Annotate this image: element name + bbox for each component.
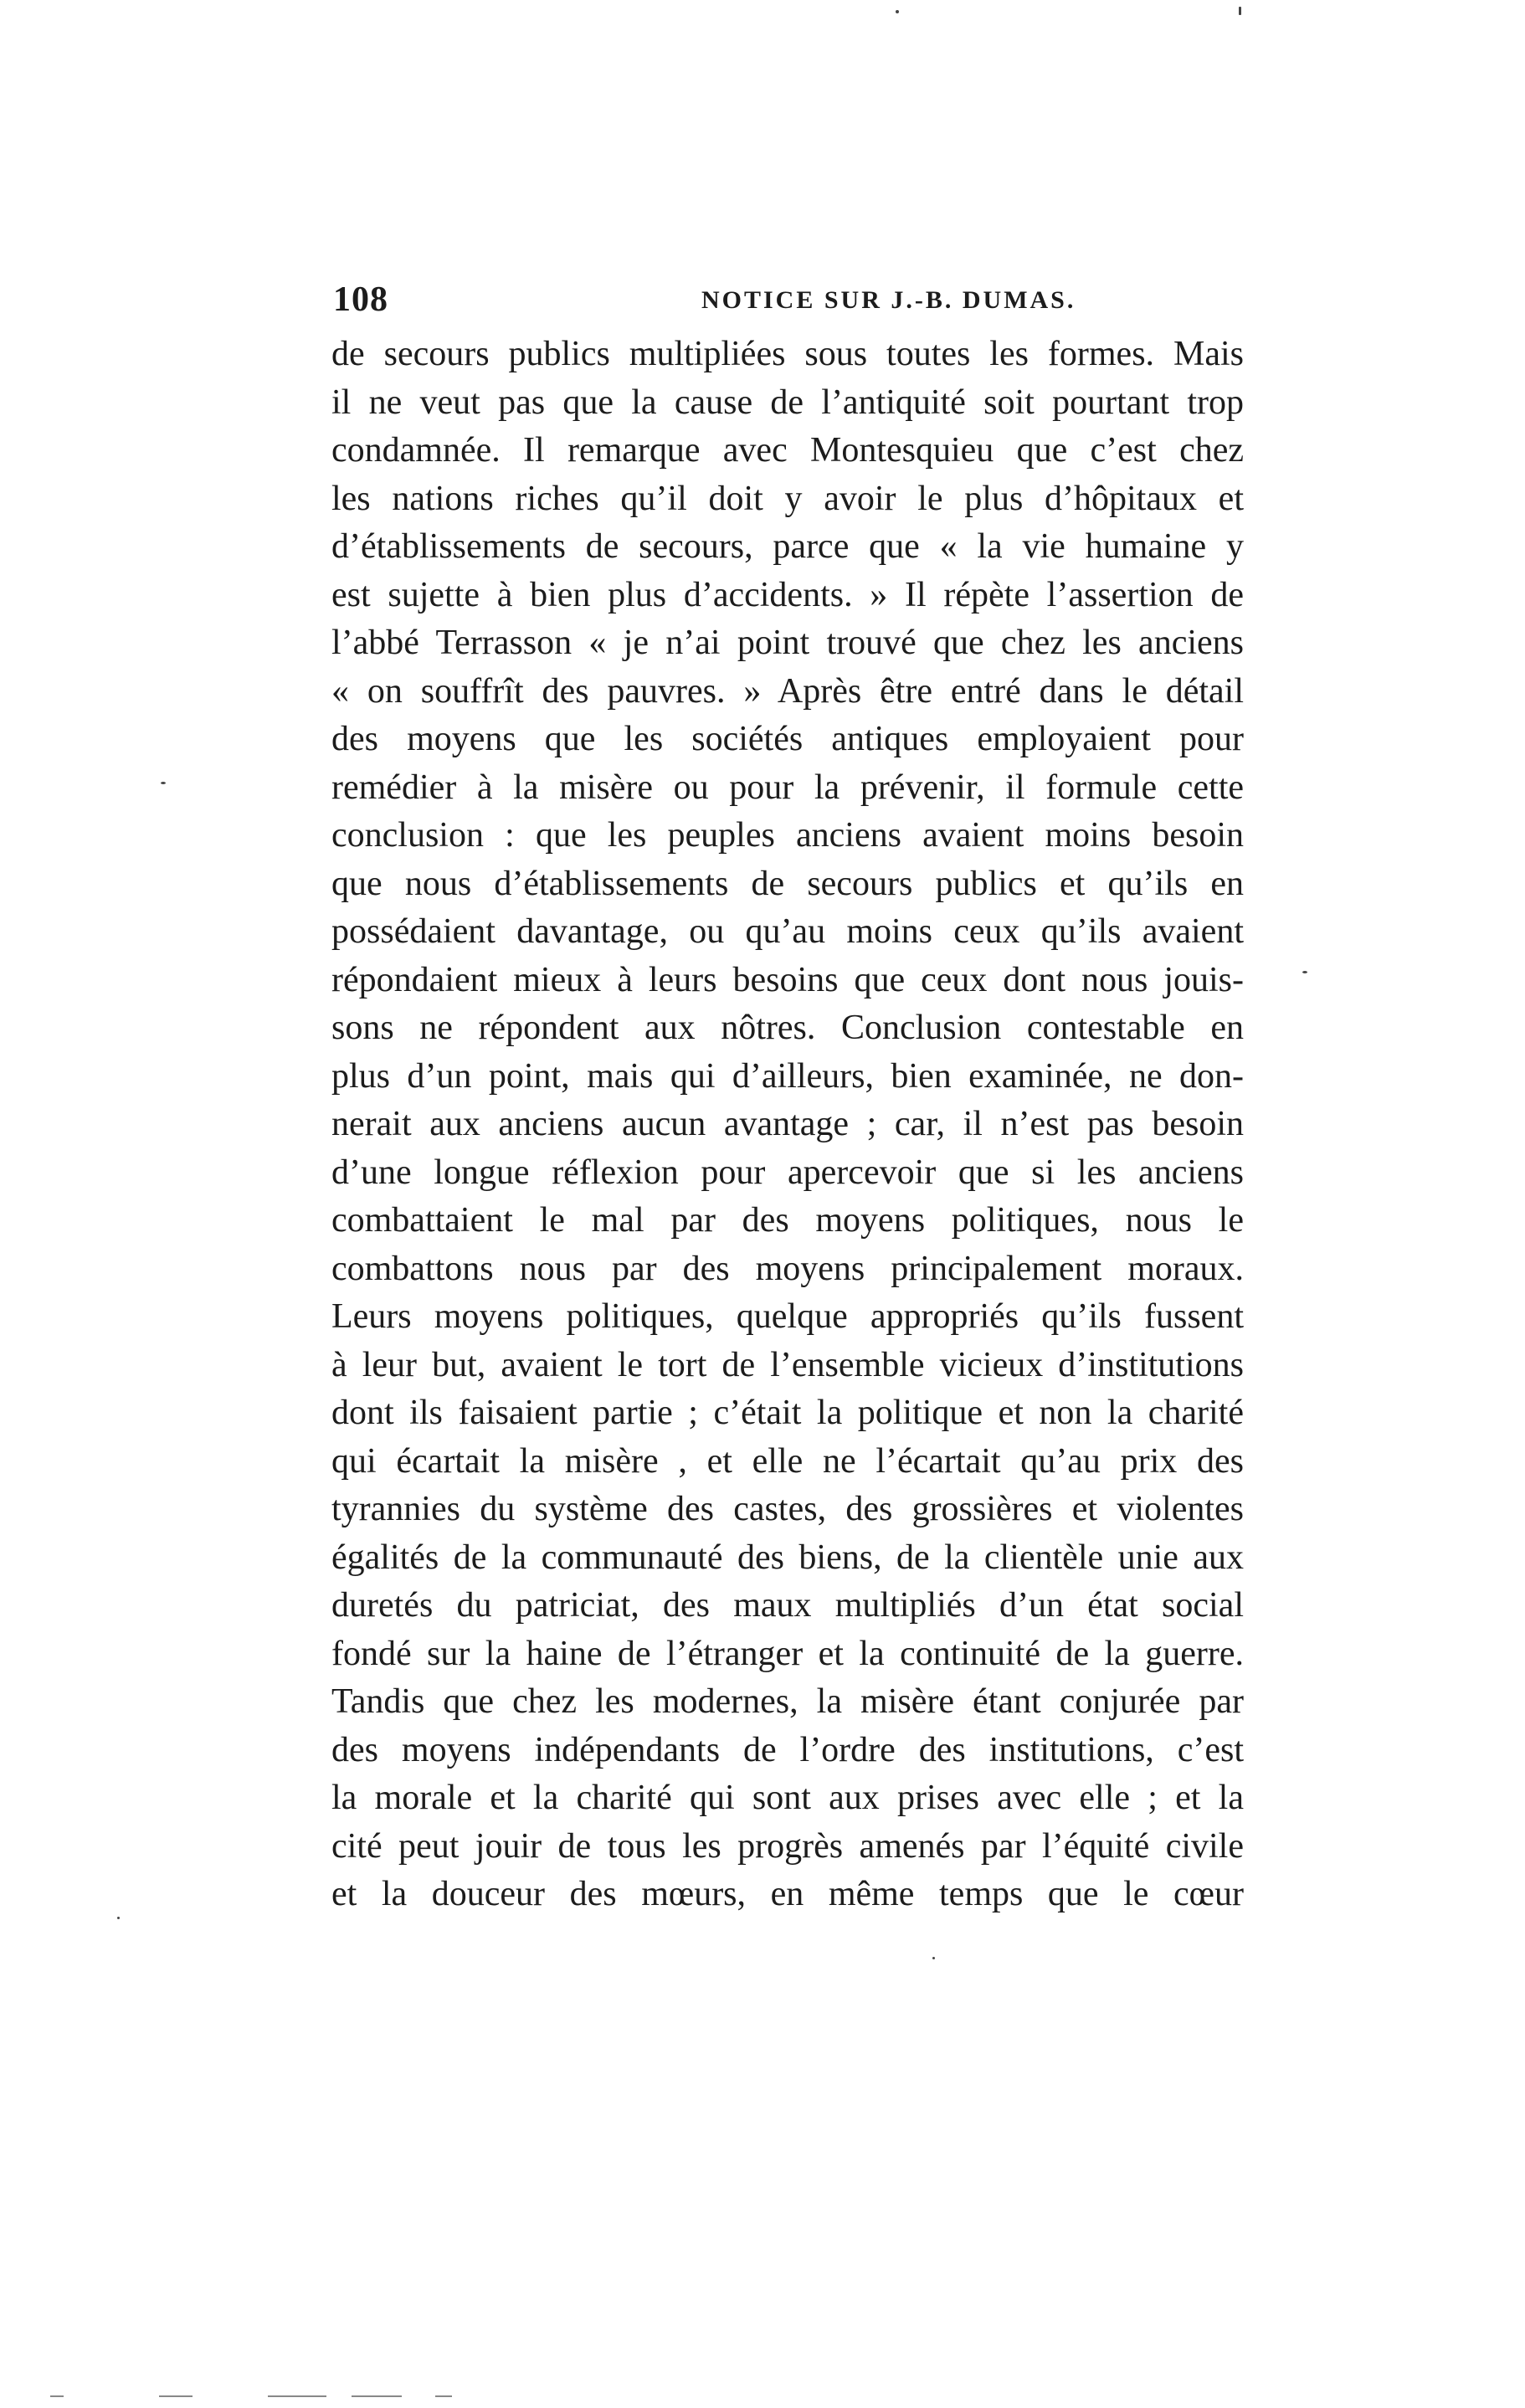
text-line: condamnée. Il remarque avec Montesquieu que c’est chez (331, 431, 1244, 470)
text-line: de secours publics multipliées sous toutes les formes. Mais (331, 335, 1244, 373)
scan-speck (896, 10, 899, 13)
text-line: égalités de la communauté des biens, de la clientèle unie aux (331, 1538, 1244, 1577)
text-line: duretés du patriciat, des maux multipliés d’un état social (331, 1586, 1244, 1625)
text-line: répondaient mieux à leurs besoins que ceux dont nous jouis- (331, 960, 1244, 999)
text-line: possédaient davantage, ou qu’au moins ceux qu’ils avaient (331, 912, 1244, 951)
text-line: tyrannies du système des castes, des grossières et violentes (331, 1490, 1244, 1528)
scan-edge-mark (50, 2395, 64, 2397)
text-line: sons ne répondent aux nôtres. Conclusion contestable en (331, 1009, 1244, 1047)
text-line: conclusion : que les peuples anciens avaient moins besoin (331, 816, 1244, 855)
text-line: que nous d’établissements de secours publics et qu’ils en (331, 864, 1244, 903)
running-title: NOTICE SUR J.-B. DUMAS. (701, 286, 1076, 314)
scan-edge-mark (159, 2395, 193, 2397)
scan-speck (161, 782, 166, 784)
scan-speck (932, 1957, 935, 1959)
text-line: est sujette à bien plus d’accidents. » Il répète l’assertion de (331, 575, 1244, 614)
text-line: combattaient le mal par des moyens politiques, nous le (331, 1201, 1244, 1240)
page-header (333, 276, 1239, 323)
body-text (331, 331, 1244, 1919)
text-line: il ne veut pas que la cause de l’antiquité soit pourtant trop (331, 383, 1244, 422)
scan-edge-mark (435, 2395, 452, 2397)
text-line: d’une longue réflexion pour apercevoir que si les anciens (331, 1153, 1244, 1192)
text-line: des moyens que les sociétés antiques employaient pour (331, 720, 1244, 758)
text-line: nerait aux anciens aucun avantage ; car, il n’est pas besoin (331, 1105, 1244, 1143)
text-line: combattons nous par des moyens principalement moraux. (331, 1249, 1244, 1288)
text-line: Tandis que chez les modernes, la misère étant conjurée par (331, 1682, 1244, 1721)
scan-edge-mark (268, 2395, 326, 2397)
text-line: Leurs moyens politiques, quelque appropriés qu’ils fussent (331, 1297, 1244, 1336)
text-line: qui écartait la misère , et elle ne l’écartait qu’au prix des (331, 1441, 1244, 1481)
text-line: remédier à la misère ou pour la prévenir, il formule cette (331, 768, 1244, 807)
scan-speck (1302, 971, 1307, 973)
scan-speck (1239, 7, 1241, 15)
text-line: à leur but, avaient le tort de l’ensemble vicieux d’institutions (331, 1345, 1244, 1384)
text-line: d’établissements de secours, parce que « la vie humaine y (331, 527, 1244, 566)
text-line: plus d’un point, mais qui d’ailleurs, bien examinée, ne don- (331, 1056, 1244, 1096)
page-number: 108 (333, 280, 388, 319)
scan-edge-mark (352, 2395, 402, 2397)
scan-speck (117, 1917, 120, 1919)
text-line: la morale et la charité qui sont aux prises avec elle ; et la (331, 1779, 1244, 1817)
text-line: « on souffrît des pauvres. » Après être entré dans le détail (331, 671, 1244, 711)
text-line: dont ils faisaient partie ; c’était la politique et non la charité (331, 1394, 1244, 1432)
text-line: l’abbé Terrasson « je n’ai point trouvé que chez les anciens (331, 624, 1244, 662)
text-line: et la douceur des mœurs, en même temps que le cœur (331, 1875, 1244, 1913)
text-line: des moyens indépendants de l’ordre des institutions, c’est (331, 1730, 1244, 1769)
text-line: cité peut jouir de tous les progrès amenés par l’équité civile (331, 1826, 1244, 1866)
text-line: fondé sur la haine de l’étranger et la continuité de la guerre. (331, 1634, 1244, 1673)
text-line: les nations riches qu’il doit y avoir le plus d’hôpitaux et (331, 479, 1244, 518)
